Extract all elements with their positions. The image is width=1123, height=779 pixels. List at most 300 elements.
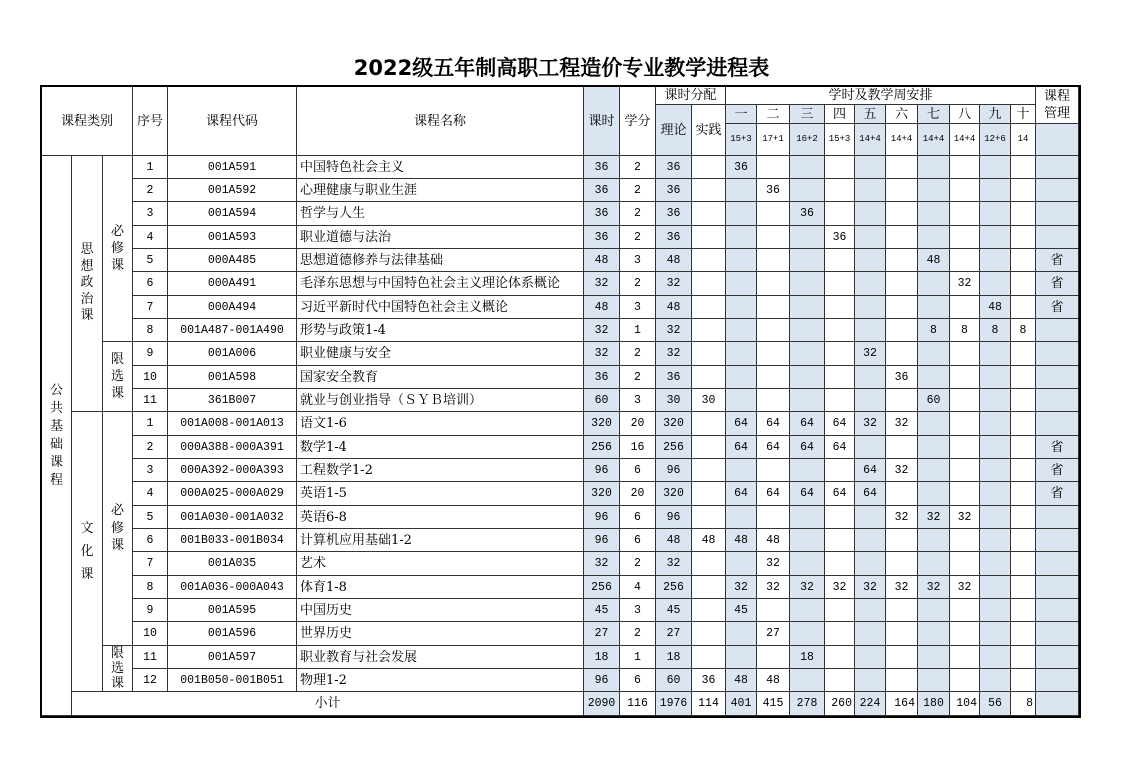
semester-7-cell: 60: [918, 389, 950, 412]
management-cell: [1036, 366, 1079, 389]
header-course-management-line2: 管理: [1043, 106, 1070, 121]
semester-6-cell: [886, 249, 918, 272]
semester-5-cell: 32: [855, 342, 886, 366]
course-code-cell: 001A036-000A043: [168, 576, 297, 599]
management-cell: 省: [1036, 296, 1079, 319]
practice-cell: [692, 576, 726, 599]
semester-4-cell: [825, 296, 855, 319]
header-semester-9: 九: [980, 105, 1011, 124]
ideological-politics-section-label-cell: [72, 156, 103, 412]
course-name-cell: 职业道德与法治: [297, 226, 584, 249]
semester-8-cell: [950, 669, 980, 692]
hours-cell: 32: [584, 552, 620, 576]
course-code-cell: 000A494: [168, 296, 297, 319]
course-name-cell: 英语6-8: [297, 506, 584, 529]
theory-cell: 48: [656, 249, 692, 272]
seq-cell: 6: [133, 529, 168, 552]
semester-5-cell: [855, 389, 886, 412]
semester-4-cell: [825, 599, 855, 622]
semester-10-cell: [1011, 272, 1036, 296]
semester-5-cell: 64: [855, 459, 886, 482]
semester-4-cell: [825, 646, 855, 669]
semester-6-cell: [886, 436, 918, 459]
course-code-cell: 000A388-000A391: [168, 436, 297, 459]
semester-1-cell: 48: [726, 669, 757, 692]
page-title: 2022级五年制高职工程造价专业教学进程表: [353, 56, 770, 80]
semester-3-cell: 64: [790, 436, 825, 459]
subtotal-semester-6: 164: [886, 692, 918, 716]
credits-cell: 1: [620, 646, 656, 669]
semester-5-cell: 32: [855, 412, 886, 436]
semester-10-cell: [1011, 599, 1036, 622]
theory-cell: 30: [656, 389, 692, 412]
header-weeks-2: 17+1: [757, 124, 790, 156]
semester-2-cell: 27: [757, 622, 790, 646]
semester-5-cell: [855, 552, 886, 576]
theory-cell: 48: [656, 529, 692, 552]
course-name-cell: 工程数学1-2: [297, 459, 584, 482]
subtotal-hours: 2090: [584, 692, 620, 716]
course-code-cell: 000A491: [168, 272, 297, 296]
subtotal-credits: 116: [620, 692, 656, 716]
credits-cell: 2: [620, 202, 656, 226]
theory-cell: 36: [656, 156, 692, 179]
semester-7-cell: 8: [918, 319, 950, 342]
seq-cell: 7: [133, 552, 168, 576]
course-name-cell: 艺术: [297, 552, 584, 576]
semester-10-cell: [1011, 296, 1036, 319]
practice-cell: [692, 249, 726, 272]
theory-cell: 256: [656, 576, 692, 599]
subtotal-label: 小计: [72, 692, 584, 716]
course-code-cell: 001A008-001A013: [168, 412, 297, 436]
semester-10-cell: [1011, 506, 1036, 529]
semester-7-cell: [918, 459, 950, 482]
semester-6-cell: [886, 296, 918, 319]
semester-7-cell: [918, 622, 950, 646]
elective-subgroup-label: 限选课: [110, 646, 124, 691]
semester-8-cell: [950, 552, 980, 576]
semester-6-cell: 32: [886, 412, 918, 436]
semester-4-cell: [825, 529, 855, 552]
hours-cell: 45: [584, 599, 620, 622]
semester-3-cell: [790, 272, 825, 296]
semester-1-cell: 32: [726, 576, 757, 599]
semester-10-cell: [1011, 366, 1036, 389]
semester-9-cell: [980, 669, 1011, 692]
course-name-cell: 哲学与人生: [297, 202, 584, 226]
seq-cell: 8: [133, 576, 168, 599]
subtotal-semester-7: 180: [918, 692, 950, 716]
course-name-cell: 毛泽东思想与中国特色社会主义理论体系概论: [297, 272, 584, 296]
semester-1-cell: [726, 226, 757, 249]
seq-cell: 3: [133, 202, 168, 226]
hours-cell: 18: [584, 646, 620, 669]
semester-8-cell: [950, 296, 980, 319]
credits-cell: 20: [620, 412, 656, 436]
semester-3-cell: [790, 249, 825, 272]
course-name-cell: 职业教育与社会发展: [297, 646, 584, 669]
course-code-cell: 001A598: [168, 366, 297, 389]
semester-2-cell: 64: [757, 412, 790, 436]
semester-10-cell: [1011, 179, 1036, 202]
semester-9-cell: [980, 646, 1011, 669]
subtotal-semester-4: 260: [825, 692, 855, 716]
credits-cell: 1: [620, 319, 656, 342]
semester-9-cell: [980, 226, 1011, 249]
practice-cell: [692, 646, 726, 669]
semester-6-cell: [886, 226, 918, 249]
practice-cell: [692, 296, 726, 319]
semester-7-cell: 48: [918, 249, 950, 272]
practice-cell: [692, 412, 726, 436]
management-cell: [1036, 179, 1079, 202]
semester-10-cell: [1011, 249, 1036, 272]
semester-5-cell: [855, 226, 886, 249]
semester-5-cell: [855, 366, 886, 389]
management-cell: 省: [1036, 436, 1079, 459]
course-code-cell: 001A035: [168, 552, 297, 576]
semester-8-cell: [950, 622, 980, 646]
course-name-cell: 体育1-8: [297, 576, 584, 599]
semester-7-cell: [918, 226, 950, 249]
semester-2-cell: [757, 249, 790, 272]
semester-6-cell: 32: [886, 459, 918, 482]
credits-cell: 2: [620, 272, 656, 296]
semester-2-cell: [757, 342, 790, 366]
semester-8-cell: [950, 482, 980, 506]
credits-cell: 6: [620, 669, 656, 692]
theory-cell: 96: [656, 459, 692, 482]
subtotal-semester-10: 8: [1011, 692, 1036, 716]
hours-cell: 256: [584, 436, 620, 459]
credits-cell: 2: [620, 179, 656, 202]
hours-cell: 320: [584, 482, 620, 506]
semester-5-cell: 32: [855, 576, 886, 599]
semester-7-cell: [918, 599, 950, 622]
semester-1-cell: [726, 646, 757, 669]
seq-cell: 9: [133, 599, 168, 622]
semester-4-cell: [825, 179, 855, 202]
semester-7-cell: [918, 296, 950, 319]
semester-8-cell: [950, 436, 980, 459]
subtotal-semester-5: 224: [855, 692, 886, 716]
semester-5-cell: [855, 296, 886, 319]
semester-10-cell: [1011, 202, 1036, 226]
course-code-cell: 000A025-000A029: [168, 482, 297, 506]
semester-5-cell: [855, 319, 886, 342]
seq-cell: 5: [133, 249, 168, 272]
course-code-cell: 001A487-001A490: [168, 319, 297, 342]
semester-5-cell: [855, 622, 886, 646]
semester-6-cell: [886, 622, 918, 646]
semester-1-cell: 64: [726, 436, 757, 459]
seq-cell: 12: [133, 669, 168, 692]
semester-1-cell: [726, 506, 757, 529]
semester-3-cell: [790, 179, 825, 202]
header-weeks-6: 14+4: [886, 124, 918, 156]
header-weeks-9: 12+6: [980, 124, 1011, 156]
seq-cell: 4: [133, 226, 168, 249]
course-code-cell: 361B007: [168, 389, 297, 412]
practice-cell: [692, 342, 726, 366]
management-cell: [1036, 506, 1079, 529]
semester-7-cell: [918, 669, 950, 692]
semester-2-cell: 48: [757, 669, 790, 692]
management-cell: [1036, 156, 1079, 179]
management-cell: 省: [1036, 272, 1079, 296]
semester-4-cell: [825, 272, 855, 296]
hours-cell: 36: [584, 202, 620, 226]
management-cell: [1036, 529, 1079, 552]
semester-2-cell: 64: [757, 436, 790, 459]
credits-cell: 6: [620, 529, 656, 552]
practice-cell: [692, 552, 726, 576]
course-code-cell: 001A594: [168, 202, 297, 226]
semester-8-cell: [950, 249, 980, 272]
practice-cell: [692, 599, 726, 622]
header-weeks-8: 14+4: [950, 124, 980, 156]
semester-2-cell: [757, 156, 790, 179]
header-weeks-1: 15+3: [726, 124, 757, 156]
semester-2-cell: 32: [757, 552, 790, 576]
theory-cell: 36: [656, 202, 692, 226]
practice-cell: 48: [692, 529, 726, 552]
course-name-cell: 数学1-4: [297, 436, 584, 459]
course-code-cell: 001B033-001B034: [168, 529, 297, 552]
semester-6-cell: 36: [886, 366, 918, 389]
semester-2-cell: [757, 389, 790, 412]
header-theory: 理论: [656, 105, 692, 156]
theory-cell: 32: [656, 342, 692, 366]
course-name-cell: 就业与创业指导（ＳＹＢ培训）: [297, 389, 584, 412]
semester-4-cell: 64: [825, 412, 855, 436]
semester-3-cell: [790, 622, 825, 646]
semester-10-cell: [1011, 529, 1036, 552]
subtotal-semester-3: 278: [790, 692, 825, 716]
semester-7-cell: 32: [918, 506, 950, 529]
credits-cell: 2: [620, 552, 656, 576]
practice-cell: [692, 506, 726, 529]
semester-4-cell: [825, 459, 855, 482]
practice-cell: 30: [692, 389, 726, 412]
header-course-category: 课程类别: [42, 87, 133, 156]
semester-6-cell: 32: [886, 576, 918, 599]
semester-3-cell: [790, 226, 825, 249]
header-semester-7: 七: [918, 105, 950, 124]
header-course-management: [1036, 87, 1079, 124]
seq-cell: 7: [133, 296, 168, 319]
hours-cell: 96: [584, 459, 620, 482]
credits-cell: 20: [620, 482, 656, 506]
credits-cell: 16: [620, 436, 656, 459]
semester-5-cell: [855, 202, 886, 226]
course-name-cell: 中国特色社会主义: [297, 156, 584, 179]
practice-cell: [692, 272, 726, 296]
course-name-cell: 思想道德修养与法律基础: [297, 249, 584, 272]
credits-cell: 3: [620, 599, 656, 622]
course-name-cell: 英语1-5: [297, 482, 584, 506]
semester-6-cell: [886, 202, 918, 226]
semester-4-cell: 64: [825, 482, 855, 506]
course-name-cell: 心理健康与职业生涯: [297, 179, 584, 202]
seq-cell: 4: [133, 482, 168, 506]
hours-cell: 96: [584, 529, 620, 552]
management-cell: [1036, 599, 1079, 622]
semester-1-cell: 45: [726, 599, 757, 622]
semester-6-cell: [886, 646, 918, 669]
semester-9-cell: [980, 202, 1011, 226]
subtotal-semester-8: 104: [950, 692, 980, 716]
theory-cell: 36: [656, 179, 692, 202]
hours-cell: 36: [584, 226, 620, 249]
culture-section-label: 文化课: [80, 521, 94, 582]
header-hours: 课时: [584, 87, 620, 156]
semester-6-cell: [886, 529, 918, 552]
header-semester-8: 八: [950, 105, 980, 124]
semester-8-cell: [950, 156, 980, 179]
semester-6-cell: 32: [886, 506, 918, 529]
semester-4-cell: [825, 669, 855, 692]
practice-cell: [692, 156, 726, 179]
semester-9-cell: [980, 179, 1011, 202]
semester-8-cell: [950, 389, 980, 412]
semester-3-cell: [790, 342, 825, 366]
subtotal-semester-9: 56: [980, 692, 1011, 716]
elective-subgroup-label-cell: [103, 342, 133, 412]
seq-cell: 9: [133, 342, 168, 366]
semester-1-cell: [726, 272, 757, 296]
hours-cell: 36: [584, 156, 620, 179]
semester-7-cell: [918, 482, 950, 506]
management-cell: [1036, 622, 1079, 646]
header-semester-10: 十: [1011, 105, 1036, 124]
semester-1-cell: 36: [726, 156, 757, 179]
practice-cell: [692, 622, 726, 646]
semester-9-cell: [980, 366, 1011, 389]
hours-cell: 36: [584, 366, 620, 389]
seq-cell: 1: [133, 412, 168, 436]
semester-10-cell: [1011, 156, 1036, 179]
semester-2-cell: [757, 366, 790, 389]
semester-10-cell: 8: [1011, 319, 1036, 342]
required-subgroup-label: 必修课: [110, 224, 124, 273]
semester-9-cell: [980, 342, 1011, 366]
semester-8-cell: [950, 599, 980, 622]
semester-9-cell: [980, 156, 1011, 179]
course-name-cell: 计算机应用基础1-2: [297, 529, 584, 552]
semester-6-cell: [886, 482, 918, 506]
semester-8-cell: [950, 179, 980, 202]
semester-9-cell: [980, 389, 1011, 412]
semester-3-cell: [790, 296, 825, 319]
hours-cell: 48: [584, 296, 620, 319]
semester-5-cell: [855, 599, 886, 622]
header-weeks-10: 14: [1011, 124, 1036, 156]
semester-7-cell: [918, 342, 950, 366]
hours-cell: 32: [584, 272, 620, 296]
semester-1-cell: [726, 202, 757, 226]
semester-8-cell: [950, 202, 980, 226]
header-course-management-line1: 课程: [1043, 89, 1070, 104]
semester-2-cell: [757, 296, 790, 319]
semester-10-cell: [1011, 576, 1036, 599]
semester-1-cell: [726, 249, 757, 272]
header-weeks-3: 16+2: [790, 124, 825, 156]
semester-3-cell: [790, 459, 825, 482]
semester-3-cell: 36: [790, 202, 825, 226]
semester-6-cell: [886, 552, 918, 576]
management-cell: 省: [1036, 459, 1079, 482]
semester-5-cell: [855, 249, 886, 272]
theory-cell: 27: [656, 622, 692, 646]
semester-8-cell: 8: [950, 319, 980, 342]
semester-3-cell: [790, 552, 825, 576]
semester-9-cell: [980, 482, 1011, 506]
semester-5-cell: [855, 436, 886, 459]
credits-cell: 2: [620, 226, 656, 249]
management-cell: [1036, 202, 1079, 226]
hours-cell: 27: [584, 622, 620, 646]
header-weeks-7: 14+4: [918, 124, 950, 156]
course-code-cell: 001A006: [168, 342, 297, 366]
seq-cell: 8: [133, 319, 168, 342]
theory-cell: 320: [656, 482, 692, 506]
semester-5-cell: 64: [855, 482, 886, 506]
semester-8-cell: [950, 412, 980, 436]
management-cell: 省: [1036, 482, 1079, 506]
theory-cell: 36: [656, 366, 692, 389]
public-basic-course-label-cell: [42, 156, 72, 716]
practice-cell: [692, 226, 726, 249]
semester-9-cell: [980, 576, 1011, 599]
practice-cell: 36: [692, 669, 726, 692]
header-semester-6: 六: [886, 105, 918, 124]
practice-cell: [692, 436, 726, 459]
semester-7-cell: [918, 272, 950, 296]
course-code-cell: 000A392-000A393: [168, 459, 297, 482]
semester-9-cell: [980, 272, 1011, 296]
theory-cell: 256: [656, 436, 692, 459]
management-cell: [1036, 576, 1079, 599]
course-code-cell: 001A592: [168, 179, 297, 202]
semester-8-cell: [950, 366, 980, 389]
semester-4-cell: 36: [825, 226, 855, 249]
semester-10-cell: [1011, 669, 1036, 692]
hours-cell: 96: [584, 506, 620, 529]
theory-cell: 48: [656, 296, 692, 319]
semester-10-cell: [1011, 459, 1036, 482]
credits-cell: 6: [620, 459, 656, 482]
semester-1-cell: 64: [726, 412, 757, 436]
seq-cell: 11: [133, 389, 168, 412]
semester-3-cell: [790, 506, 825, 529]
hours-cell: 48: [584, 249, 620, 272]
subtotal-theory: 1976: [656, 692, 692, 716]
semester-5-cell: [855, 156, 886, 179]
course-code-cell: 001A591: [168, 156, 297, 179]
management-cell: [1036, 552, 1079, 576]
management-cell: 省: [1036, 249, 1079, 272]
semester-9-cell: [980, 436, 1011, 459]
theory-cell: 60: [656, 669, 692, 692]
course-code-cell: 001A597: [168, 646, 297, 669]
semester-5-cell: [855, 529, 886, 552]
course-code-cell: 000A485: [168, 249, 297, 272]
course-name-cell: 习近平新时代中国特色社会主义概论: [297, 296, 584, 319]
semester-7-cell: [918, 646, 950, 669]
header-weeks-4: 15+3: [825, 124, 855, 156]
